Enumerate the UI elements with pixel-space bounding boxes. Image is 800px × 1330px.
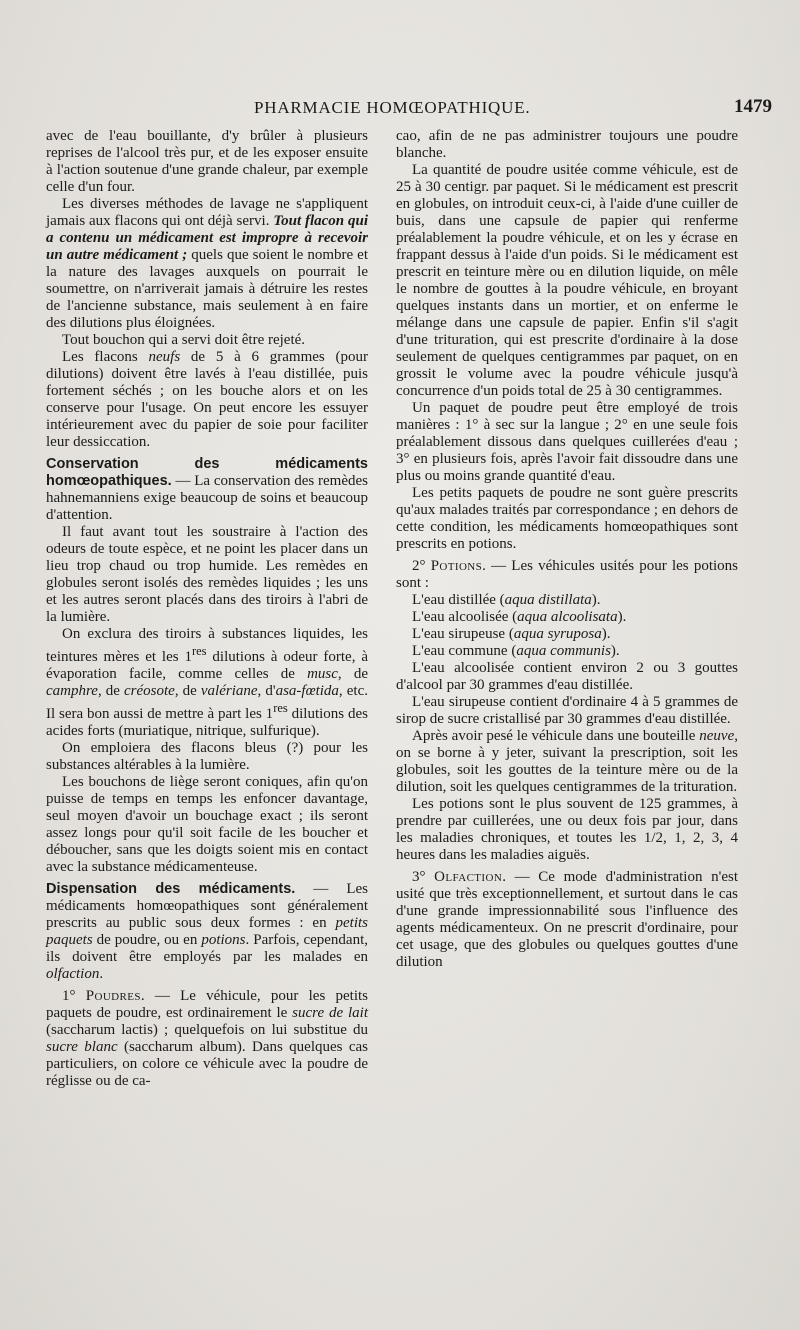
text-span: . — Les véhicules usités pour les potions sont : <box>396 558 738 591</box>
text-span: 3° <box>412 869 435 885</box>
small-caps: Olfaction <box>434 869 503 885</box>
paragraph: Les potions sont le plus souvent de 125 grammes, à prendre par cuillerées, une ou deux fois par jour, dans les maladies chroniques, et toutes les 1/2, 1, 2, 3, 4 heures dans les maladies aiguës. <box>396 796 738 863</box>
text-span: ). <box>591 592 601 608</box>
text-span: . Parfois, cependant, ils doivent être employés par les malades en <box>46 932 369 965</box>
text-span: , etc. Il sera bon aussi de mettre à part les 1 <box>46 683 368 722</box>
vehicle-list <box>396 592 738 660</box>
running-head <box>0 98 800 122</box>
text-span: (saccharum lactis) ; quelquefois on lui substitue du <box>46 1022 368 1038</box>
emphasis: potions <box>201 932 246 948</box>
text-span: de 5 à 6 grammes (pour dilutions) doivent être lavés à l'eau distillée, puis fortement séchés ; on les bouche alors et on les conserve pour l'usage. On peut encore les essuyer intérieurement avec du papier de soie pour faciliter leur dessiccation. <box>46 349 368 450</box>
paragraph: avec de l'eau bouillante, d'y brûler à plusieurs reprises de l'alcool très pur, et de les exposer ensuite à l'action soutenue d'une grande chaleur, par exemple celle d'un four. <box>46 128 368 195</box>
text-span: dilutions des acides forts (muriatique, nitrique, sulfurique). <box>46 706 368 739</box>
emphasis: camphre <box>46 683 98 699</box>
emphasis: neufs <box>148 349 181 365</box>
emphasis: Tout flacon qui a contenu un médicament est impropre à recevoir un autre médicament ; <box>46 213 369 263</box>
left-column <box>46 128 368 1090</box>
text-span: dilutions à odeur forte, à évaporation facile, comme celles de <box>46 649 368 682</box>
list-item <box>396 626 738 643</box>
text-span: . — Ce mode d'administration n'est usité que très exceptionnellement, et surtout dans le cas d'une grande impressionnabilité sous l'influence des agents médicamenteux. On ne prescrit d'ordinaire, pour cet usage, que des globules ou quelques gouttes d'une dilution <box>396 869 738 970</box>
paragraph: Un paquet de poudre peut être employé de trois manières : 1° à sec sur la langue ; 2° en une seule fois préalablement dissous dans quelques cuillerées d'eau ; 3° en plusieurs fois, après l'avoir fait dissoudre dans une plus ou moins grande quantité d'eau. <box>396 400 738 484</box>
emphasis: petits paquets <box>46 915 368 948</box>
running-title: PHARMACIE HOMŒOPATHIQUE. <box>254 98 531 117</box>
paragraph <box>396 869 738 971</box>
text-span: (saccharum album). Dans quelques cas particuliers, on colore ce véhicule avec la poudre de réglisse ou de ca- <box>46 1039 368 1089</box>
paragraph <box>46 988 368 1090</box>
paragraph <box>396 728 738 796</box>
paragraph: Les bouchons de liège seront coniques, afin qu'on puisse de temps en temps les enfoncer davantage, seul moyen d'avoir un bouchage exact ; ils seront assez longs pour qu'il soit facile de les boucher et déboucher, sans que les doigts soient mis en contact avec la substance médicamenteuse. <box>46 774 368 875</box>
emphasis: musc <box>307 666 338 682</box>
paragraph <box>396 558 738 592</box>
list-item <box>396 592 738 609</box>
paragraph <box>46 349 368 451</box>
paragraph: cao, afin de ne pas administrer toujours une poudre blanche. <box>396 128 738 161</box>
text-span: ). <box>617 609 627 625</box>
text-span: ). <box>601 626 611 642</box>
section-heading-dispensation: Dispensation des médicaments. <box>46 881 296 897</box>
emphasis: aqua syruposa <box>513 626 602 642</box>
section-heading-conservation: Conservation des médicaments homœopathiques. <box>46 456 368 489</box>
text-span: L'eau alcoolisée ( <box>412 609 518 625</box>
text-span: . — Le véhicule, pour les petits paquets de poudre, est ordinairement le <box>46 988 369 1021</box>
paragraph: On emploiera des flacons bleus (?) pour les substances altérables à la lumière. <box>46 740 368 773</box>
text-span: L'eau commune ( <box>412 643 517 659</box>
text-span: — La conservation des remèdes hahnemanniens exige beaucoup de soins et beaucoup d'attention. <box>46 473 368 523</box>
emphasis: sucre de lait <box>292 1005 368 1021</box>
paragraph: Il faut avant tout les soustraire à l'action des odeurs de toute espèce, et ne point les placer dans un lieu trop chaud ou trop humide. Les remèdes en globules seront isolés des remèdes liquides ; les uns et les autres seront placés dans des tiroirs à l'abri de la lumière. <box>46 524 368 625</box>
list-item <box>396 643 738 660</box>
superscript: res <box>191 644 207 658</box>
text-span: On exclura des tiroirs à substances liquides, les teintures mères et les 1 <box>46 626 368 665</box>
superscript: res <box>273 701 288 715</box>
paragraph: La quantité de poudre usitée comme véhicule, est de 25 à 30 centigr. par paquet. Si le médicament est prescrit en globules, on introduit ceux-ci, à l'aide d'une cuiller de buis, dans une capsule de papier qui renferme préalablement la poudre véhicule, et on les y écrase en frappant dessus à l'aide d'un poids. Si le médicament est prescrit en teinture mère ou en dilution liquide, on mêle le nombre de gouttes à la poudre véhicule, en broyant quelques instants dans un mortier, et on enferme le mélange dans une capsule de papier. Enfin s'il s'agit d'une trituration, qui est prescrite d'ordinaire à la dose seulement de quelques centigrammes par paquet, on en grossit le volume avec la poudre véhicule jusqu'à concurrence d'un poids total de 25 à 30 centigrammes. <box>396 162 738 399</box>
emphasis: créosote <box>124 683 175 699</box>
paragraph: Les petits paquets de poudre ne sont guère prescrits qu'aux malades traités par correspondance ; en dehors de cette condition, les médicaments homœopathiques sont prescrits en potions. <box>396 485 738 552</box>
page-number: 1479 <box>734 96 772 117</box>
text-span: , on se borne à y jeter, suivant la prescription, soit les globules, soit les gouttes de la teinture mère ou de la dilution, soit les quelques centigrammes de la trituration. <box>396 728 738 795</box>
paragraph: Tout bouchon qui a servi doit être rejeté. <box>62 332 306 348</box>
emphasis: aqua communis <box>516 643 611 659</box>
text-span: 1° <box>62 988 86 1004</box>
text-span: L'eau distillée ( <box>412 592 505 608</box>
small-caps: Poudres <box>85 988 141 1004</box>
text-span: , de <box>337 666 368 682</box>
list-item <box>396 609 738 626</box>
text-span: Les diverses méthodes de lavage ne s'appliquent jamais aux flacons qui ont déjà servi. <box>46 196 368 229</box>
text-span: , de <box>174 683 201 699</box>
emphasis: aqua distillata <box>504 592 592 608</box>
text-span: Les flacons <box>62 349 149 365</box>
text-span: 2° <box>412 558 431 574</box>
text-span: . <box>99 966 104 982</box>
text-span: , de <box>97 683 124 699</box>
text-span: ). <box>610 643 620 659</box>
text-span: L'eau sirupeuse ( <box>412 626 514 642</box>
paragraph <box>46 626 368 740</box>
emphasis: olfaction <box>46 966 100 982</box>
right-column <box>396 128 738 971</box>
text-span: Après avoir pesé le véhicule dans une bouteille <box>412 728 700 744</box>
small-caps: Potions <box>430 558 483 574</box>
text-span: quels que soient le nombre et la nature des lavages auxquels on pourrait le soumettre, on n'arriverait jamais à détruire les restes de l'ancienne substance, mais seulement à en faire des dilutions plus éloignées. <box>46 247 369 331</box>
text-span: — Les médicaments homœopathiques sont généralement prescrits au public sous deux formes : en <box>46 881 368 931</box>
emphasis: neuve <box>699 728 735 744</box>
paragraph: L'eau alcoolisée contient environ 2 ou 3 gouttes d'alcool par 30 grammes d'eau distillée. <box>396 660 738 693</box>
text-span: , d' <box>257 683 276 699</box>
emphasis: asa-fœtida <box>275 683 339 699</box>
paragraph: L'eau sirupeuse contient d'ordinaire 4 à 5 grammes de sirop de sucre cristallisé par 30 grammes d'eau distillée. <box>396 694 738 727</box>
text-span: de poudre, ou en <box>92 932 202 948</box>
emphasis: aqua alcoolisata <box>517 609 618 625</box>
paragraph <box>46 196 368 332</box>
emphasis: valériane <box>200 683 258 699</box>
emphasis: sucre blanc <box>46 1039 118 1055</box>
